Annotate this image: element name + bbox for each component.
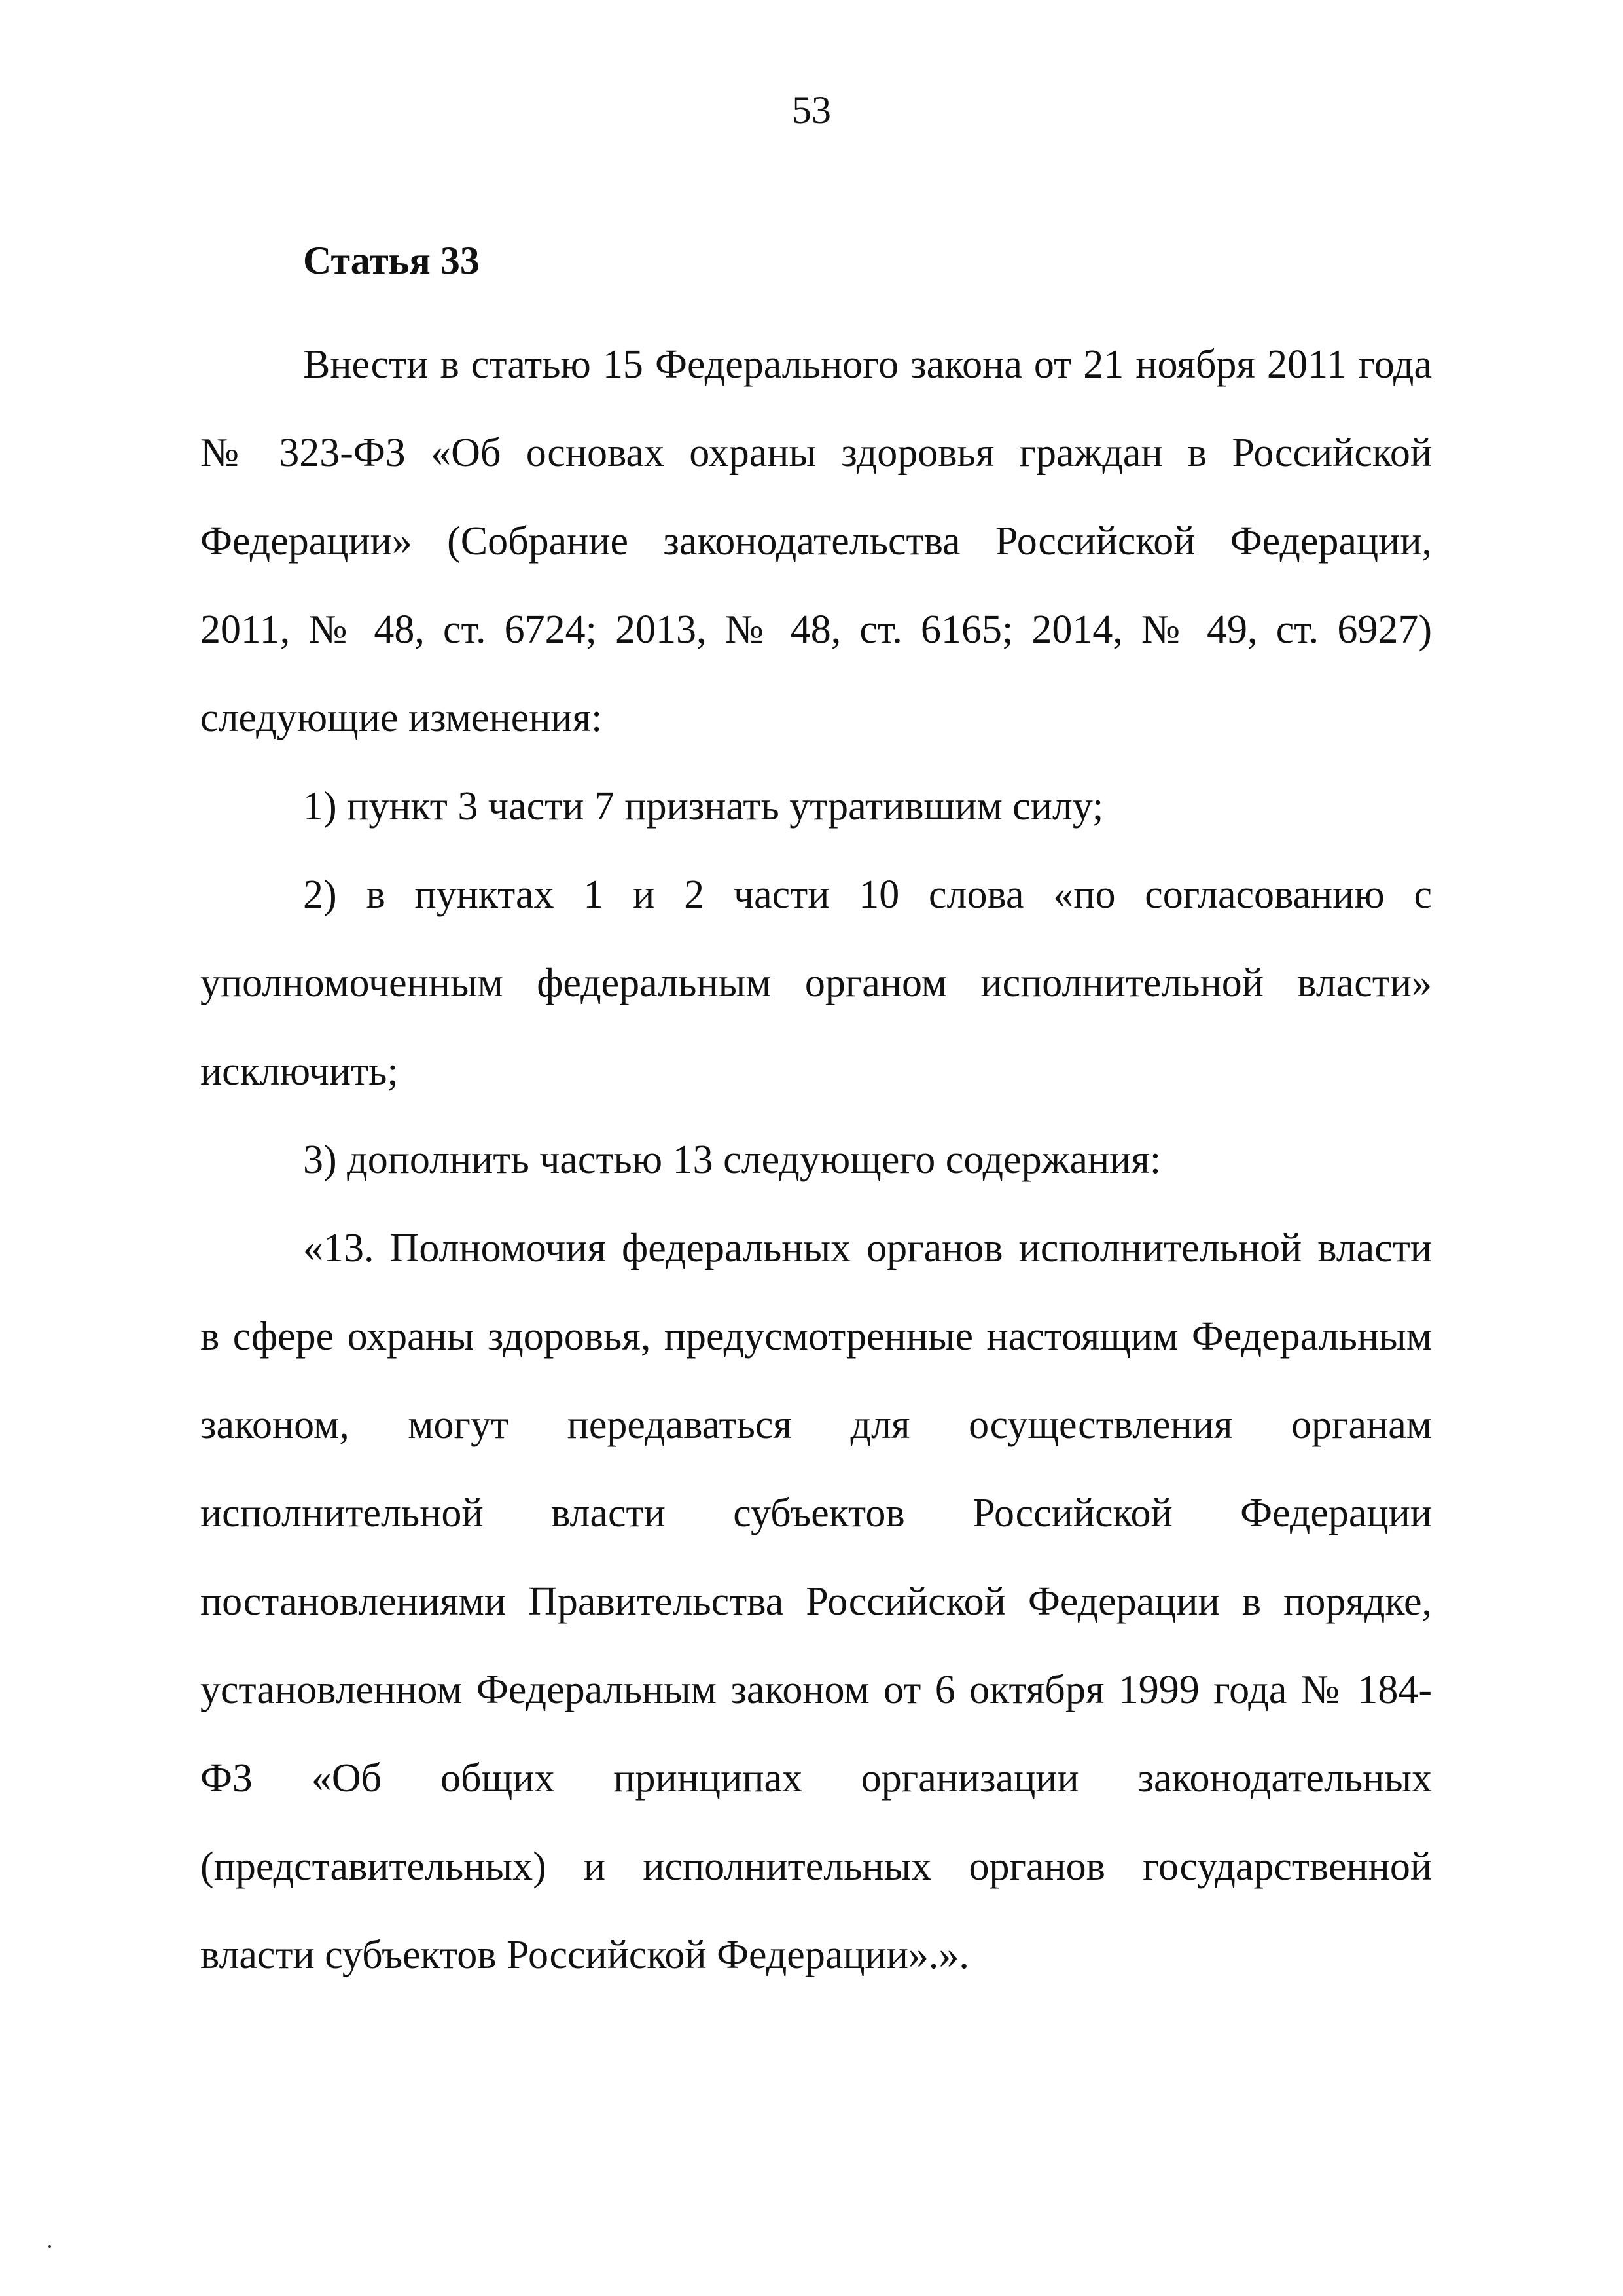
intro-paragraph: Внести в статью 15 Федерального закона от 21 ноября 2011 года № 323-ФЗ «Об основах охраны здоровья граждан в Российской Федерации» (Собрание законодательства Российской Федерации, 2011, № 48, ст. 6724; 2013, № 48, ст. 6165; 2014, № 49, ст. 6927) следующие изменения:	[200, 342, 1432, 740]
article-body	[200, 321, 1432, 2000]
amendment-item-1: 1) пункт 3 части 7 признать утратившим силу;	[303, 784, 1104, 829]
article-heading: Статья 33	[303, 239, 480, 282]
amendment-item-3: 3) дополнить частью 13 следующего содержания:	[303, 1138, 1162, 1182]
new-part-13-paragraph: «13. Полномочия федеральных органов исполнительной власти в сфере охраны здоровья, предусмотренные настоящим Федеральным законом, могут передаваться для осуществления органам исполнительной власти субъектов Российской Федерации постановлениями Правительства Российской Федерации в порядке, установленном Федеральным законом от 6 октября 1999 года № 184-ФЗ «Об общих принципах организации законодательных (представительных) и исполнительных органов государственной власти субъектов Российской Федерации».».	[200, 1226, 1432, 1977]
amendment-item-2: 2) в пунктах 1 и 2 части 10 слова «по согласованию с уполномоченным федеральным органом исполнительной власти» исключить;	[200, 872, 1432, 1094]
page-number: 53	[792, 88, 831, 132]
scan-artifact-dot	[48, 2245, 51, 2248]
